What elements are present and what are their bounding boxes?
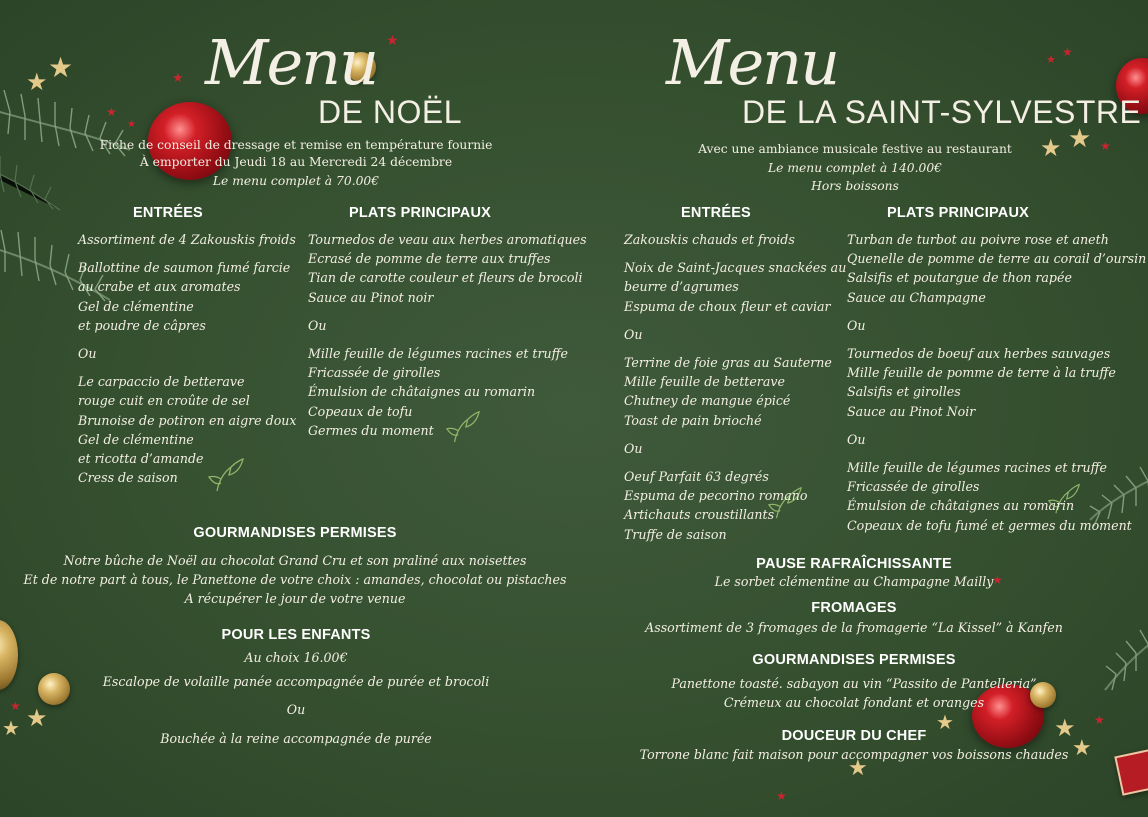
list-spacer: [308, 307, 568, 316]
menu-item: Ou: [624, 440, 643, 456]
list-spacer: [78, 249, 293, 258]
menu-item: Chutney de mangue épicé: [624, 393, 791, 409]
menu-item: Sauce au Pinot Noir: [847, 403, 976, 419]
menu-item: Ecrasé de pomme de terre aux truffes: [308, 251, 551, 267]
menu-item: Assortiment de 4 Zakouskis froids: [78, 232, 296, 247]
menu-item: Copeaux de tofu: [308, 403, 413, 419]
right-title-caps: DE LA SAINT-SYLVESTRE: [742, 94, 1142, 130]
star-icon: ★: [26, 68, 48, 96]
left-enfants-line: Escalope de volaille panée accompagnée de purée et brocoli: [102, 674, 490, 689]
right-pause-line: Le sorbet clémentine au Champagne Mailly: [714, 574, 994, 589]
left-gourmandises-line: Notre bûche de Noël au chocolat Grand Cru et son praliné aux noisettes: [63, 553, 527, 568]
menu-item: Ballottine de saumon fumé farcie: [78, 260, 291, 276]
menu-item: Ou: [847, 431, 866, 447]
menu-item: Cress de saison: [78, 470, 178, 486]
right-plats-list: [847, 230, 1147, 535]
right-douceur-line: Torrone blanc fait maison pour accompagner vos boissons chaudes: [639, 747, 1069, 762]
menu-item: Espuma de choux fleur et caviar: [624, 298, 831, 314]
menu-item: Fricassée de girolles: [308, 365, 441, 381]
menu-item: au crabe et aux aromates: [78, 279, 241, 295]
right-fromages-line: Assortiment de 3 fromages de la fromagerie “La Kissel” à Kanfen: [645, 620, 1063, 635]
star-icon: ★: [1040, 134, 1062, 162]
menu-item: Truffe de saison: [624, 526, 727, 542]
right-info-line: Hors boissons: [811, 179, 899, 193]
menu-item: Sauce au Champagne: [847, 289, 986, 305]
gold-bauble-icon: [0, 620, 18, 690]
list-spacer: [847, 335, 1137, 344]
star-icon: ★: [1062, 45, 1073, 59]
star-icon: ★: [1046, 53, 1056, 66]
right-entrees-list: [624, 230, 847, 544]
right-gourmandises-line: Crémeux au chocolat fondant et oranges: [723, 695, 985, 711]
star-icon: ★: [172, 71, 184, 86]
menu-item: Toast de pain brioché: [624, 412, 762, 428]
star-icon: ★: [848, 756, 868, 781]
menu-item: Tournedos de veau aux herbes aromatiques: [308, 232, 587, 247]
star-icon: ★: [1100, 139, 1111, 153]
left-info-line: À emporter du Jeudi 18 au Mercredi 24 décembre: [139, 154, 453, 169]
star-icon: ★: [1068, 124, 1092, 154]
menu-item: Émulsion de châtaignes au romarin: [847, 498, 1075, 514]
left-enfants-line: Bouchée à la reine accompagnée de purée: [160, 731, 432, 746]
right-douceur-heading: DOUCEUR DU CHEF: [781, 728, 927, 744]
left-info: [96, 137, 496, 190]
star-icon: ★: [127, 119, 136, 130]
menu-item: Ou: [624, 326, 643, 342]
list-spacer: [847, 307, 1137, 316]
left-info-line: Fiche de conseil de dressage et remise en température fournie: [99, 138, 493, 152]
star-icon: ★: [776, 789, 787, 803]
right-gourmandises-lines: [604, 674, 1104, 712]
right-info-line: Avec une ambiance musicale festive au restaurant: [698, 142, 1012, 156]
menu-item: Turban de turbot au poivre rose et aneth: [847, 232, 1109, 247]
left-gourmandises-line: Et de notre part à tous, le Panettone de votre choix : amandes, chocolat ou pistaches: [23, 572, 567, 588]
right-pause-heading: PAUSE RAFRAÎCHISSANTE: [756, 556, 952, 572]
right-gourmandises-line: Panettone toasté. sabayon au vin “Passito de Pantelleria”: [671, 676, 1037, 691]
menu-item: Tian de carotte couleur et fleurs de brocoli: [308, 270, 583, 286]
menu-item: et ricotta d’amande: [78, 451, 204, 467]
left-enfants-heading: POUR LES ENFANTS: [221, 627, 371, 643]
menu-item: Ou: [308, 317, 327, 333]
right-info: [655, 141, 1055, 195]
menu-item: Espuma de pecorino romano: [624, 488, 808, 504]
right-entrees-heading: ENTRÉES: [681, 205, 751, 221]
right-title-script: Menu: [666, 26, 839, 99]
list-spacer: [847, 449, 1137, 458]
star-icon: ★: [992, 573, 1003, 587]
list-spacer: [624, 316, 839, 325]
menu-item: Copeaux de tofu fumé et germes du moment: [847, 517, 1132, 533]
menu-item: Mille feuille de légumes racines et truffe: [847, 460, 1107, 476]
menu-item: Zakouskis chauds et froids: [624, 232, 795, 247]
star-icon: ★: [2, 716, 20, 740]
menu-item: Gel de clémentine: [78, 431, 194, 447]
menu-item: Noix de Saint-Jacques snackées au: [624, 260, 847, 276]
list-spacer: [78, 363, 293, 372]
left-gourmandises-lines: [20, 551, 570, 609]
list-spacer: [847, 421, 1137, 430]
menu-item: Germes du moment: [308, 422, 434, 438]
list-spacer: [308, 335, 568, 344]
star-icon: ★: [106, 105, 117, 119]
star-icon: ★: [1054, 714, 1076, 742]
menu-item: Le carpaccio de betterave: [78, 374, 245, 390]
right-info-line: Le menu complet à 140.00€: [767, 160, 942, 175]
menu-item: Ou: [847, 317, 866, 333]
star-icon: ★: [936, 710, 954, 734]
list-spacer: [624, 249, 839, 258]
left-plats-list: [308, 230, 587, 440]
menu-item: et poudre de câpres: [78, 317, 206, 333]
left-title-script: Menu: [205, 26, 378, 99]
list-spacer: [624, 344, 839, 353]
menu-item: Oeuf Parfait 63 degrés: [624, 469, 769, 485]
left-enfants-price: Au choix 16.00€: [244, 650, 348, 665]
left-entrees-list: [78, 230, 297, 487]
menu-item: Gel de clémentine: [78, 298, 194, 314]
left-title-caps: DE NOËL: [318, 94, 462, 130]
menu-item: Quenelle de pomme de terre au corail d’oursin: [847, 251, 1147, 267]
right-plats-heading: PLATS PRINCIPAUX: [886, 205, 1030, 221]
star-icon: ★: [48, 51, 74, 84]
left-plats-heading: PLATS PRINCIPAUX: [348, 205, 492, 221]
menu-item: Tournedos de boeuf aux herbes sauvages: [847, 346, 1111, 362]
left-gourmandises-line: A récupérer le jour de votre venue: [184, 591, 406, 607]
right-fromages-heading: FROMAGES: [811, 600, 897, 616]
menu-item: Sauce au Pinot noir: [308, 289, 434, 305]
menu-item: Salsifis et girolles: [847, 384, 961, 400]
menu-item: Mille feuille de légumes racines et truffe: [308, 346, 568, 362]
gift-box-icon: [1114, 748, 1148, 795]
star-icon: ★: [10, 699, 21, 713]
menu-item: Mille feuille de pomme de terre à la truffe: [847, 365, 1116, 381]
menu-item: Salsifis et poutargue de thon rapée: [847, 270, 1072, 286]
menu-item: beurre d’agrumes: [624, 279, 739, 295]
star-icon: ★: [1072, 736, 1092, 761]
star-icon: ★: [1094, 713, 1105, 727]
left-info-line: Le menu complet à 70.00€: [212, 174, 380, 188]
list-spacer: [624, 430, 839, 439]
menu-item: rouge cuit en croûte de sel: [78, 393, 250, 409]
menu-item: Fricassée de girolles: [847, 479, 980, 495]
menu-item: Artichauts croustillants: [624, 507, 775, 523]
right-gourmandises-heading: GOURMANDISES PERMISES: [752, 652, 956, 668]
menu-item: Ou: [78, 346, 97, 362]
menu-item: Émulsion de châtaignes au romarin: [308, 384, 536, 400]
list-spacer: [624, 458, 839, 467]
left-entrees-heading: ENTRÉES: [133, 205, 203, 221]
star-icon: ★: [26, 704, 48, 732]
menu-item: Mille feuille de betterave: [624, 374, 785, 390]
menu-item: Brunoise de potiron en aigre doux: [78, 412, 297, 428]
left-enfants-or: Ou: [286, 702, 306, 717]
menu-item: Terrine de foie gras au Sauterne: [624, 355, 832, 371]
list-spacer: [78, 335, 293, 344]
left-gourmandises-heading: GOURMANDISES PERMISES: [193, 525, 397, 541]
star-icon: ★: [386, 33, 399, 49]
